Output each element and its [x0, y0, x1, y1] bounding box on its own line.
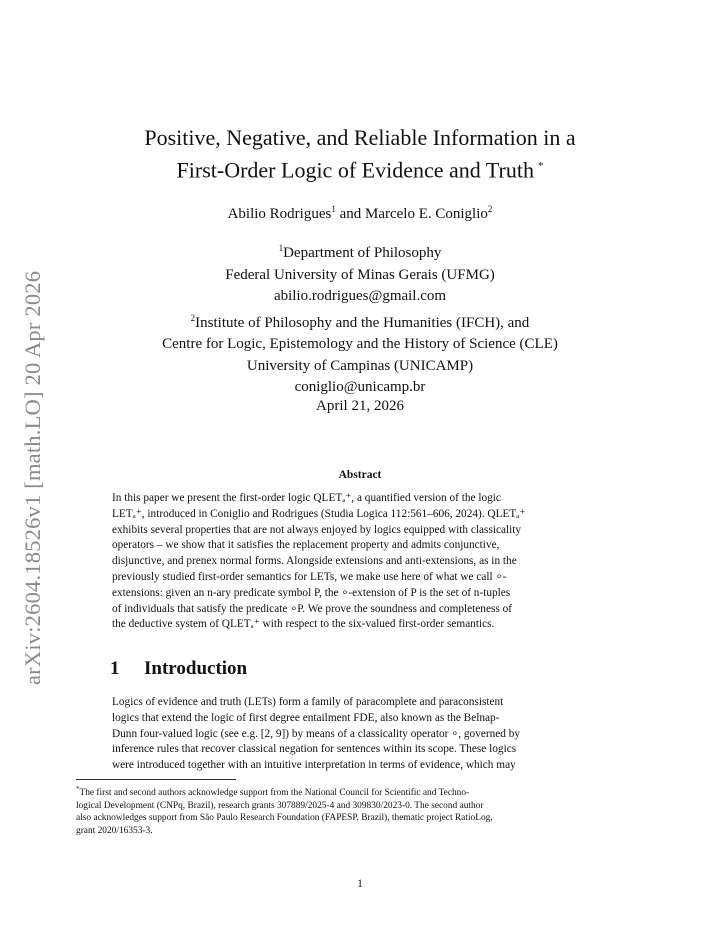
footnote-line: also acknowledges support from São Paulo Research Foundation (FAPESP, Brazil), thematic project RatioLog,	[76, 813, 493, 824]
affiliation-line	[110, 308, 610, 335]
footnote-line: grant 2020/16353-3.	[76, 825, 153, 836]
affiliation-line: Federal University of Minas Gerais (UFMG)	[225, 266, 495, 283]
abstract-line: In this paper we present the first-order logic QLETₐ⁺, a quantified version of the logic	[112, 492, 501, 504]
footnote-line	[76, 783, 644, 800]
intro-line: logics that extend the logic of first degree entailment FDE, also known as the Belnap-	[112, 711, 500, 724]
abstract-line: exhibits several properties that are not always enjoyed by logics equipped with classicality	[112, 523, 522, 536]
affiliation-line: University of Campinas (UNICAMP)	[246, 357, 474, 374]
affiliation-text: Institute of Philosophy and the Humanities (IFCH), and	[195, 314, 530, 331]
author-1-email[interactable]: abilio.rodrigues@gmail.com	[273, 288, 447, 304]
paper-title	[110, 124, 610, 184]
title-line-2-text: First-Order Logic of Evidence and Truth	[176, 157, 534, 183]
footnote-line: logical Development (CNPq, Brazil), research grants 307889/2025-4 and 309830/2023-0. The second author	[76, 800, 484, 811]
abstract-line: LETₐ⁺, introduced in Coniglio and Rodrigues (Studia Logica 112:561–606, 2024). QLETₐ⁺	[112, 507, 526, 520]
affiliation-mark: 1	[278, 243, 284, 253]
section-title: Introduction	[144, 658, 248, 679]
intro-line: Dunn four-valued logic (see e.g. [2, 9]) by means of a classicality operator ∘, governed by	[112, 727, 521, 740]
title-line-1: Positive, Negative, and Reliable Information in a	[144, 125, 576, 150]
title-footnote-mark[interactable]: *	[537, 160, 544, 172]
abstract-line: the deductive system of QLETₐ⁺ with respect to the six-valued first-order semantics.	[112, 618, 495, 631]
author-list	[110, 204, 610, 223]
footnote-divider	[76, 779, 236, 780]
author-1-affil-mark: 1	[331, 204, 336, 214]
intro-line: Logics of evidence and truth (LETs) form a family of paracomplete and paraconsistent	[112, 696, 504, 708]
introduction-body	[112, 695, 610, 774]
author-2-email[interactable]: coniglio@unicamp.br	[294, 379, 426, 395]
abstract-line: of individuals that satisfy the predicate ∘P. We prove the soundness and completeness of	[112, 602, 513, 615]
intro-line: were introduced together with an intuitive interpretation in terms of evidence, which may	[112, 759, 516, 772]
abstract-body	[112, 491, 610, 633]
paper-date: April 21, 2026	[316, 398, 404, 414]
arxiv-identifier: arXiv:2604.18526v1 [math.LO] 20 Apr 2026	[20, 270, 45, 685]
title-line-2	[110, 152, 610, 184]
abstract-line: disjunctive, and prenex normal forms. Alongside extensions and anti-extensions, as in the	[112, 555, 517, 568]
affiliation-line: Centre for Logic, Epistemology and the History of Science (CLE)	[162, 336, 558, 352]
abstract-line: previously studied first-order semantics for LETs, we make use here of what we call ∘-	[112, 570, 507, 583]
title-footnote	[76, 783, 644, 837]
page-number: 1	[357, 878, 363, 890]
section-heading-introduction	[110, 658, 610, 680]
affiliation-line	[110, 238, 610, 265]
intro-line: inference rules that recover classical negation for sentences within its scope. These logics	[112, 743, 517, 756]
abstract-line: extensions: given an n-ary predicate symbol P, the ∘-extension of P is the set of n-tuples	[112, 586, 511, 599]
author-1-name: Abilio Rodrigues	[227, 206, 332, 222]
footnote-mark: *	[76, 785, 80, 793]
affiliation-text: Department of Philosophy	[283, 245, 442, 261]
affiliations	[110, 238, 610, 399]
author-2-affil-mark: 2	[487, 204, 493, 214]
affiliation-mark: 2	[190, 312, 196, 323]
abstract-heading: Abstract	[338, 469, 382, 481]
arxiv-side-stamp	[12, 245, 52, 685]
footnote-text: The first and second authors acknowledge support from the National Council for Scientific and Techno-	[79, 788, 470, 799]
abstract-line: operators – we show that it satisfies the replacement property and admits conjunctive,	[112, 539, 500, 552]
author-connector: and	[335, 206, 365, 222]
section-number: 1	[110, 658, 120, 679]
author-2-name: Marcelo E. Coniglio	[365, 206, 488, 222]
